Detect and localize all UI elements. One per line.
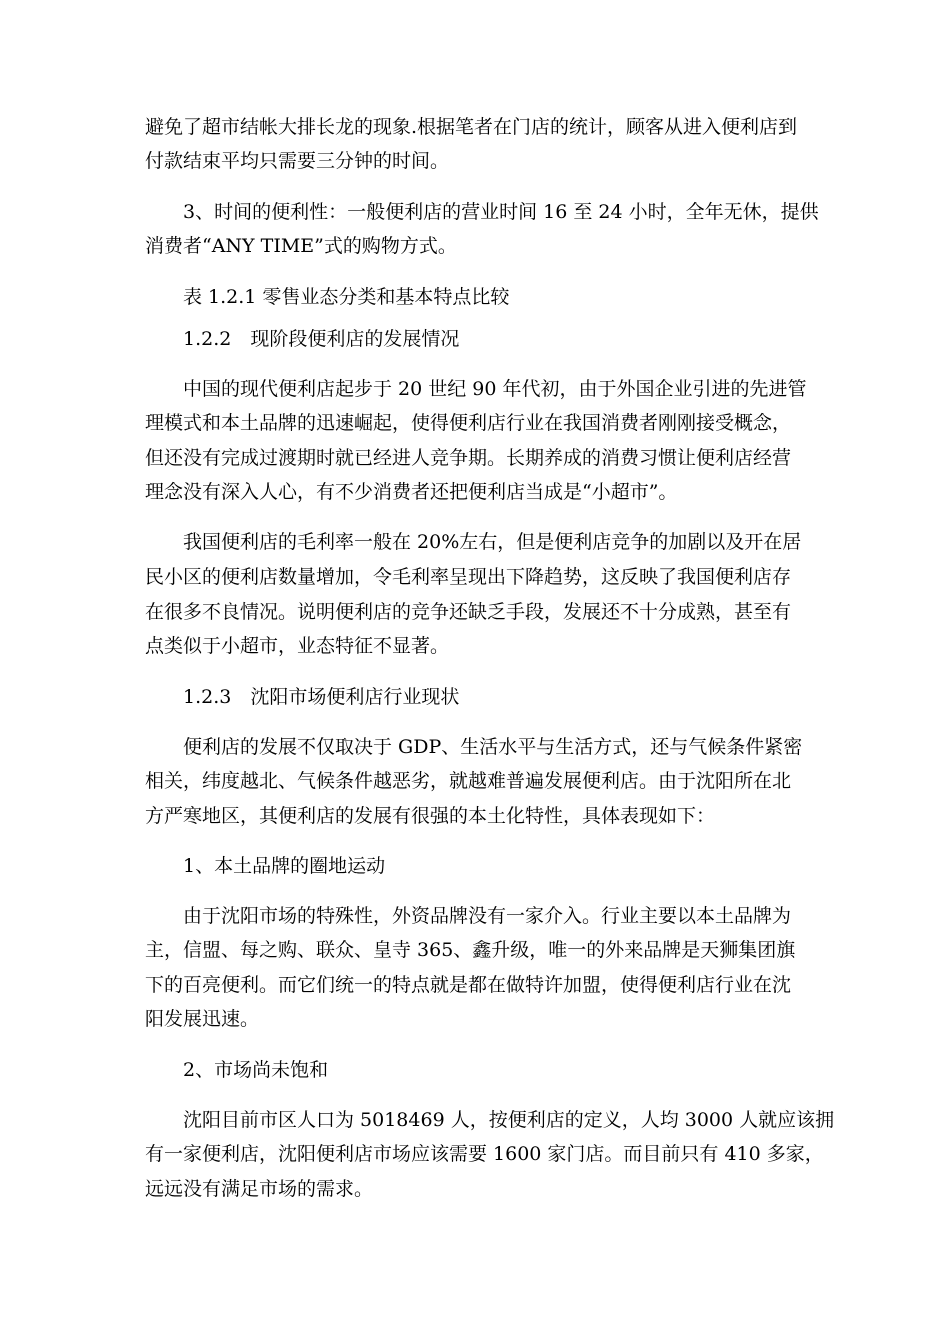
text-line: 在很多不良情况。说明便利店的竞争还缺乏手段，发展还不十分成熟，甚至有 [145,601,792,623]
text-line: 理模式和本土品牌的迅速崛起，使得便利店行业在我国消费者刚刚接受概念， [145,412,792,434]
text-line: 相关，纬度越北、气候条件越恶劣，就越难普遍发展便利店。由于沈阳所在北 [145,770,792,792]
text-line: 由于沈阳市场的特殊性，外资品牌没有一家介入。行业主要以本土品牌为 [183,905,792,927]
text-line: 阳发展迅速。 [145,1008,260,1030]
subheading: 1、本土品牌的圈地运动 [183,855,386,877]
text-line: 点类似于小超市，业态特征不显著。 [145,635,450,657]
text-line: 沈阳目前市区人口为 5018469 人，按便利店的定义，人均 3000 人就应该拥 [183,1109,835,1131]
text-line: 理念没有深入人心，有不少消费者还把便利店当成是“小超市”。 [145,481,678,503]
text-line: 主，信盟、每之购、联众、皇寺 365、鑫升级，唯一的外来品牌是天狮集团旗 [145,939,796,961]
text-line: 方严寒地区，其便利店的发展有很强的本土化特性，具体表现如下： [145,805,716,827]
text-line: 3、时间的便利性：一般便利店的营业时间 16 至 24 小时，全年无休，提供 [183,201,819,223]
text-line: 民小区的便利店数量增加，令毛利率呈现出下降趋势，这反映了我国便利店存 [145,566,792,588]
text-line: 消费者“ANY TIME”式的购物方式。 [145,235,457,257]
text-line: 中国的现代便利店起步于 20 世纪 90 年代初，由于外国企业引进的先进管 [183,378,807,400]
text-line: 远远没有满足市场的需求。 [145,1178,374,1200]
text-line: 但还没有完成过渡期时就已经进人竞争期。长期养成的消费习惯让便利店经营 [145,447,792,469]
table-caption: 表 1.2.1 零售业态分类和基本特点比较 [183,286,510,308]
text-line: 下的百亮便利。而它们统一的特点就是都在做特许加盟，使得便利店行业在沈 [145,974,792,996]
text-line: 付款结束平均只需要三分钟的时间。 [145,150,450,172]
text-line: 我国便利店的毛利率一般在 20%左右，但是便利店竞争的加剧以及开在居 [183,531,802,553]
section-heading: 1.2.3 沈阳市场便利店行业现状 [183,686,460,708]
text-line: 避免了超市结帐大排长龙的现象.根据笔者在门店的统计，顾客从进入便利店到 [145,116,798,138]
text-line: 便利店的发展不仅取决于 GDP、生活水平与生活方式，还与气候条件紧密 [183,736,803,758]
subheading: 2、市场尚未饱和 [183,1059,329,1081]
section-heading: 1.2.2 现阶段便利店的发展情况 [183,328,460,350]
text-line: 有一家便利店，沈阳便利店市场应该需要 1600 家门店。而目前只有 410 多家， [145,1143,824,1165]
